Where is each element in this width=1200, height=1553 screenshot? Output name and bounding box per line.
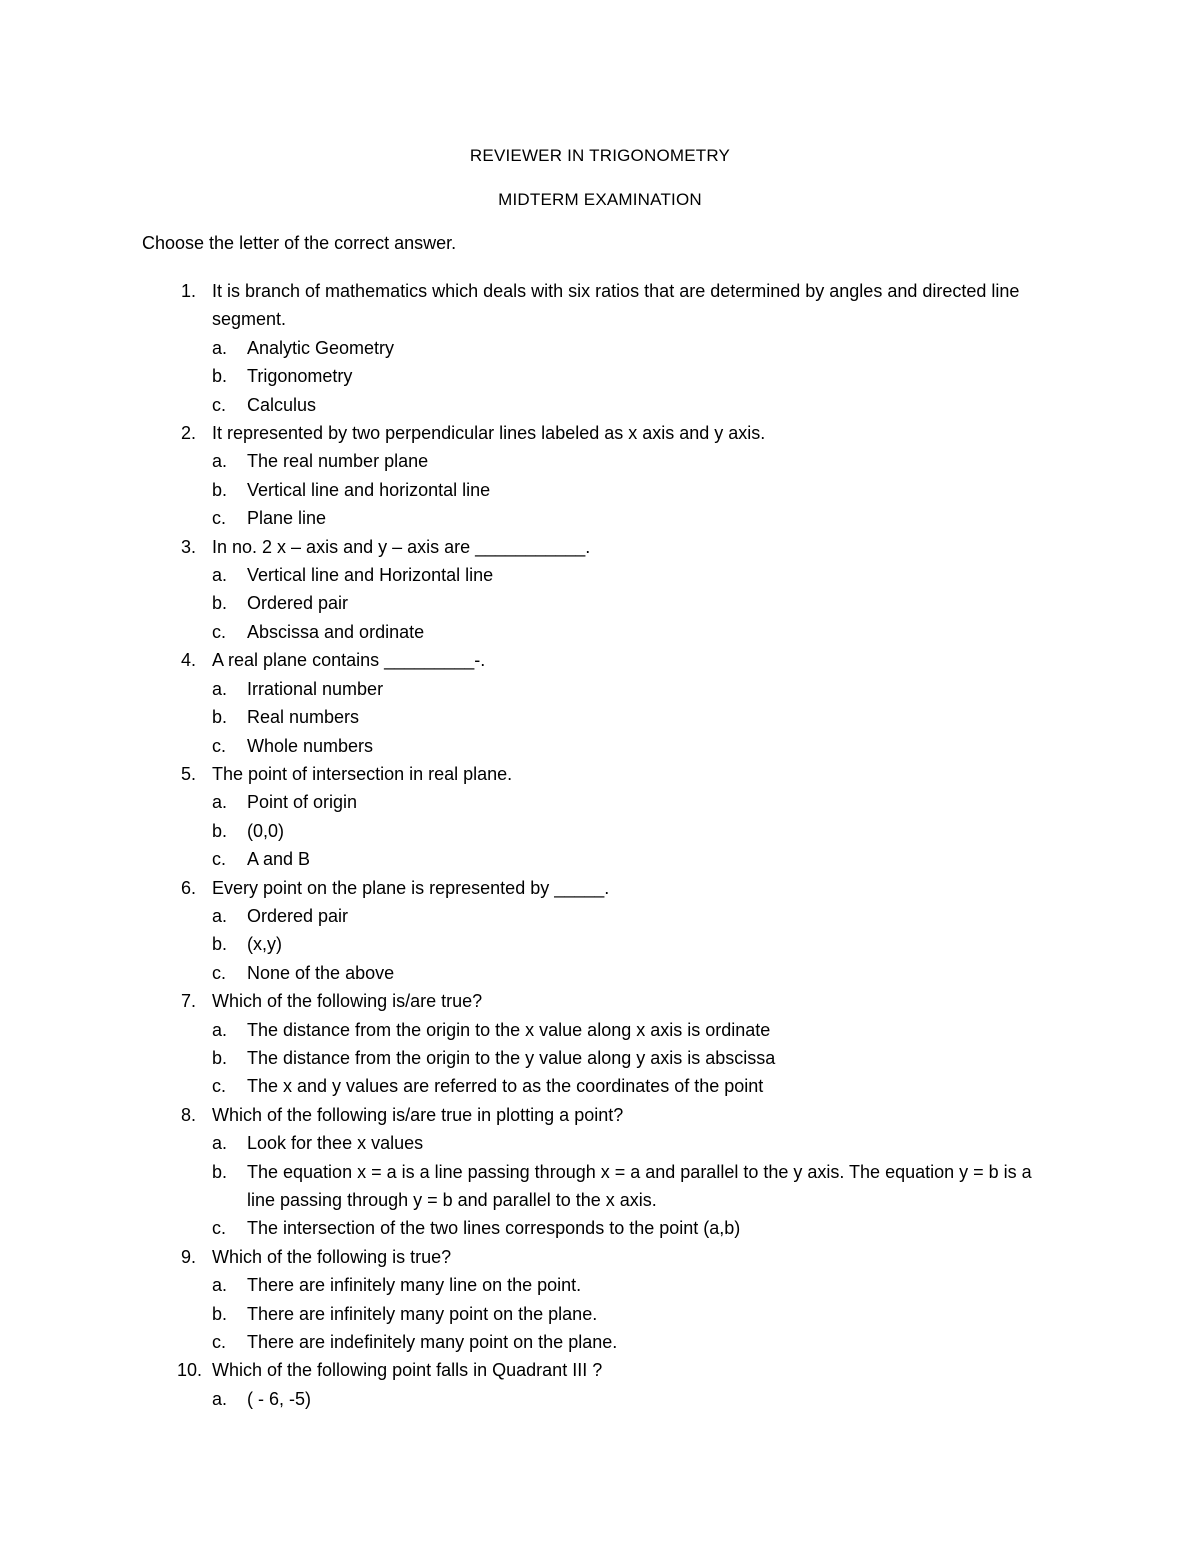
- option-text: Irrational number: [247, 678, 384, 699]
- option-text: Point of origin: [247, 792, 358, 813]
- option-text: Trigonometry: [247, 366, 353, 387]
- option-text: The intersection of the two lines corresponds to the point (a,b): [247, 1218, 741, 1239]
- answer-option: [0, 902, 1200, 930]
- answer-option: [0, 959, 1200, 987]
- answer-option: [0, 930, 1200, 958]
- question-text: It is branch of mathematics which deals with six ratios that are determined by angles and directed line segment.: [212, 281, 1020, 330]
- question-item: [0, 646, 1200, 674]
- option-text: Vertical line and Horizontal line: [247, 565, 494, 586]
- answer-option: [0, 1072, 1200, 1100]
- option-letter: c.: [212, 1332, 227, 1353]
- question-item: [0, 1243, 1200, 1271]
- answer-option: [0, 1044, 1200, 1072]
- option-letter: a.: [212, 337, 228, 358]
- option-letter: a.: [212, 1019, 228, 1040]
- question-text: Which of the following is true?: [212, 1246, 452, 1267]
- question-text: It represented by two perpendicular lines labeled as x axis and y axis.: [212, 423, 766, 444]
- question-number: 8.: [180, 1104, 196, 1125]
- question-item: [0, 277, 1200, 334]
- answer-option: [0, 1300, 1200, 1328]
- answer-option: [0, 589, 1200, 617]
- option-letter: a.: [212, 905, 228, 926]
- option-text: ( - 6, -5): [247, 1388, 312, 1409]
- answer-option: [0, 362, 1200, 390]
- question-item: [0, 533, 1200, 561]
- question-number: 1.: [180, 281, 196, 301]
- option-text: The real number plane: [247, 451, 429, 472]
- option-letter: b.: [212, 707, 228, 728]
- question-item: [0, 419, 1200, 447]
- option-letter: b.: [212, 820, 228, 841]
- option-letter: a.: [212, 451, 228, 472]
- question-list: [0, 277, 1200, 1413]
- question-text: The point of intersection in real plane.: [212, 763, 513, 784]
- option-text: Look for thee x values: [247, 1133, 424, 1154]
- answer-option: [0, 447, 1200, 475]
- option-text: The equation x = a is a line passing through x = a and parallel to the y axis. The equation y = b is a line passing through y = b and parallel to the x axis.: [247, 1161, 1032, 1210]
- answer-option: [0, 391, 1200, 419]
- option-text: The distance from the origin to the x value along x axis is ordinate: [247, 1019, 771, 1040]
- answer-option: [0, 675, 1200, 703]
- question-item: [0, 987, 1200, 1015]
- option-letter: b.: [212, 479, 228, 500]
- question-number: 2.: [180, 423, 196, 444]
- question-number: 7.: [180, 991, 196, 1012]
- option-text: Analytic Geometry: [247, 337, 395, 358]
- answer-option: [0, 1271, 1200, 1299]
- option-letter: b.: [212, 1047, 228, 1068]
- question-item: [0, 760, 1200, 788]
- answer-option: [0, 1214, 1200, 1242]
- answer-option: [0, 703, 1200, 731]
- option-text: There are indefinitely many point on the plane.: [247, 1332, 618, 1353]
- option-letter: c.: [212, 1076, 227, 1097]
- option-text: Ordered pair: [247, 905, 349, 926]
- question-number: 10.: [176, 1360, 202, 1381]
- answer-option: [0, 1158, 1200, 1215]
- option-letter: a.: [212, 792, 228, 813]
- option-text: Real numbers: [247, 707, 360, 728]
- option-letter: b.: [212, 1161, 228, 1182]
- option-letter: b.: [212, 366, 228, 387]
- question-number: 5.: [180, 763, 196, 784]
- option-letter: b.: [212, 934, 228, 955]
- option-letter: c.: [212, 621, 227, 642]
- option-text: Calculus: [247, 394, 317, 415]
- question-text: Which of the following is/are true?: [212, 991, 483, 1012]
- question-text: Which of the following is/are true in plotting a point?: [212, 1104, 624, 1125]
- option-text: (0,0): [247, 820, 285, 841]
- answer-option: [0, 1385, 1200, 1413]
- question-text: A real plane contains _________-.: [212, 650, 486, 671]
- document-title: REVIEWER IN TRIGONOMETRY: [469, 146, 731, 165]
- document-subtitle: MIDTERM EXAMINATION: [498, 190, 702, 209]
- option-text: Plane line: [247, 508, 327, 529]
- option-letter: a.: [212, 565, 228, 586]
- question-text: Every point on the plane is represented by _____.: [212, 877, 610, 898]
- option-text: Ordered pair: [247, 593, 349, 614]
- option-text: There are infinitely many point on the plane.: [247, 1303, 598, 1324]
- answer-option: [0, 476, 1200, 504]
- option-text: Abscissa and ordinate: [247, 621, 425, 642]
- option-letter: a.: [212, 1388, 228, 1409]
- option-text: None of the above: [247, 962, 395, 983]
- question-number: 9.: [180, 1246, 196, 1267]
- option-text: There are infinitely many line on the point.: [247, 1275, 582, 1296]
- option-letter: c.: [212, 962, 227, 983]
- option-letter: c.: [212, 1218, 227, 1239]
- question-number: 4.: [180, 650, 196, 671]
- option-letter: a.: [212, 1275, 228, 1296]
- answer-option: [0, 618, 1200, 646]
- instruction-text: Choose the letter of the correct answer.: [142, 233, 457, 253]
- question-item: [0, 874, 1200, 902]
- option-letter: b.: [212, 593, 228, 614]
- option-letter: c.: [212, 849, 227, 870]
- answer-option: [0, 1328, 1200, 1356]
- option-text: The x and y values are referred to as the coordinates of the point: [247, 1076, 764, 1097]
- answer-option: [0, 817, 1200, 845]
- answer-option: [0, 504, 1200, 532]
- question-text: Which of the following point falls in Quadrant III ?: [212, 1360, 603, 1381]
- option-letter: a.: [212, 1133, 228, 1154]
- option-letter: c.: [212, 735, 227, 756]
- option-text: Vertical line and horizontal line: [247, 479, 491, 500]
- answer-option: [0, 732, 1200, 760]
- option-text: A and B: [247, 849, 311, 870]
- question-item: [0, 1356, 1200, 1384]
- question-text: In no. 2 x – axis and y – axis are ___________.: [212, 536, 591, 557]
- option-text: (x,y): [247, 934, 282, 955]
- option-text: Whole numbers: [247, 735, 374, 756]
- question-number: 3.: [180, 536, 196, 557]
- option-text: The distance from the origin to the y value along y axis is abscissa: [247, 1047, 776, 1068]
- answer-option: [0, 1129, 1200, 1157]
- option-letter: c.: [212, 508, 227, 529]
- answer-option: [0, 788, 1200, 816]
- option-letter: b.: [212, 1303, 228, 1324]
- question-item: [0, 1101, 1200, 1129]
- answer-option: [0, 334, 1200, 362]
- option-letter: c.: [212, 394, 227, 415]
- answer-option: [0, 561, 1200, 589]
- option-letter: a.: [212, 678, 228, 699]
- answer-option: [0, 1016, 1200, 1044]
- question-number: 6.: [180, 877, 196, 898]
- answer-option: [0, 845, 1200, 873]
